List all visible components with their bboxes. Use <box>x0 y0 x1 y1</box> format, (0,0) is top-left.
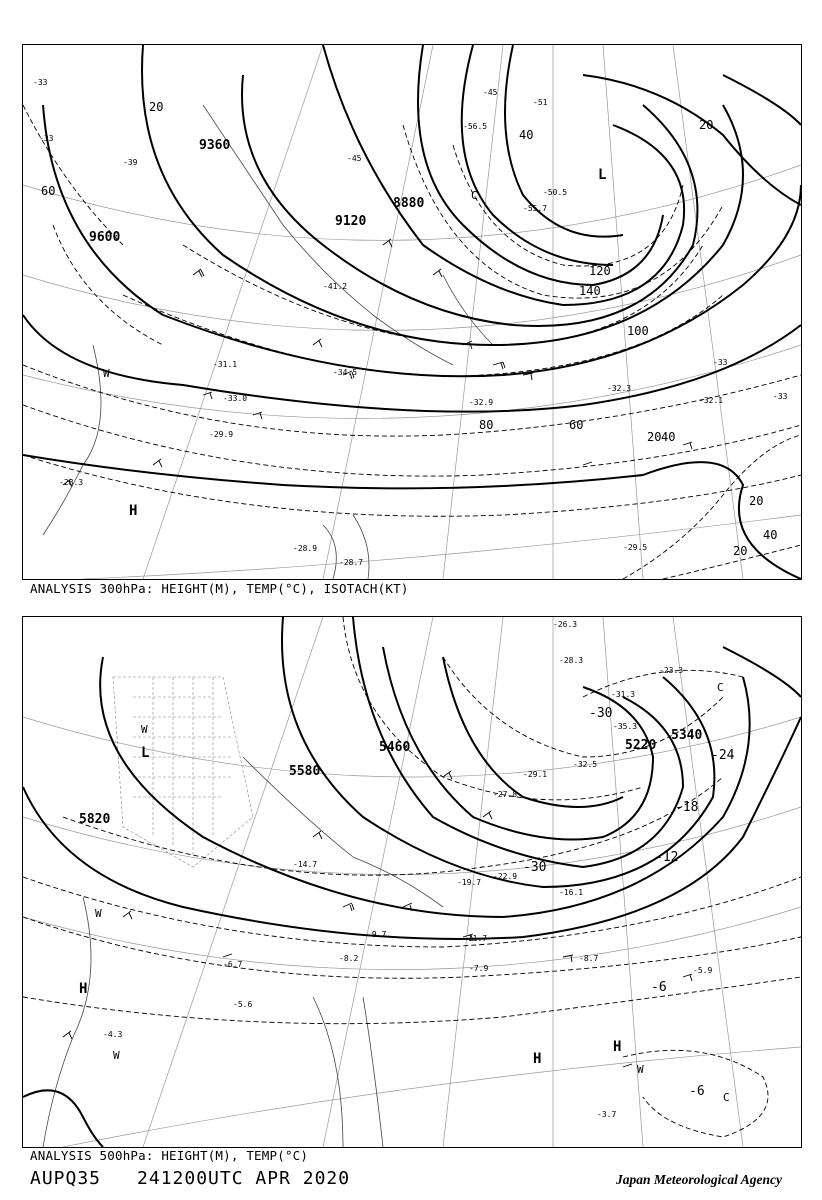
station-label: -4.3 <box>103 1030 123 1039</box>
warm-center: W <box>637 1063 644 1076</box>
station-label: -35.3 <box>613 722 638 731</box>
temp-label: -33 <box>33 78 48 87</box>
isotherm-label-minus30b: -30 <box>523 860 547 875</box>
station-label: -6.7 <box>223 960 243 969</box>
warm-center: W <box>113 1049 120 1062</box>
isotherm-label-minus12: -12 <box>655 850 679 865</box>
temp-label: -39 <box>123 158 138 167</box>
warm-center: W <box>141 723 148 736</box>
map-300hpa <box>23 45 801 579</box>
station-label: -28.3 <box>559 656 584 665</box>
temp-label: -32.3 <box>607 384 632 393</box>
station-label: -23.3 <box>659 666 684 675</box>
height-label-5460: 5460 <box>379 740 411 755</box>
cold-center: C <box>717 681 724 694</box>
isotach-label-20d: 20 <box>749 494 764 508</box>
cold-center: C <box>471 189 478 202</box>
temp-label: -33 <box>713 358 728 367</box>
temp-label: -29.5 <box>623 543 648 552</box>
high-pressure-center: H <box>129 503 138 519</box>
temp-label: -28.7 <box>339 558 364 567</box>
isotherm-label-minus30: -30 <box>589 706 613 721</box>
temp-label: -56.5 <box>463 122 488 131</box>
product-code: AUPQ35 <box>30 1168 102 1189</box>
isotach-label-60b: 60 <box>569 418 584 432</box>
coastlines <box>43 105 493 579</box>
height-label-9120: 9120 <box>335 214 367 229</box>
temp-label: -33.0 <box>223 394 248 403</box>
isotach-label-40: 40 <box>519 128 534 142</box>
station-label: -3.7 <box>597 1110 617 1119</box>
high-pressure-center: H <box>613 1039 622 1055</box>
isotherm-label-minus6b: -6 <box>689 1084 705 1099</box>
temp-label: -33 <box>773 392 788 401</box>
isotach-label-120: 120 <box>589 264 611 278</box>
isotach-label-100: 100 <box>627 324 649 338</box>
isotherm-label-minus18: -18 <box>675 800 699 815</box>
chart-identifier <box>30 1168 386 1189</box>
height-contours <box>23 617 801 1147</box>
height-label-9600: 9600 <box>89 230 121 245</box>
temp-label: -31.1 <box>213 360 238 369</box>
station-label: -8.2 <box>339 954 359 963</box>
station-label: -11.7 <box>463 934 488 943</box>
terrain-hatch <box>113 677 253 867</box>
temp-label: -50.5 <box>543 188 568 197</box>
station-label: -7.9 <box>469 964 489 973</box>
chart-300hpa <box>22 44 802 580</box>
station-label: -8.7 <box>579 954 599 963</box>
isotach-label-60: 60 <box>41 184 56 198</box>
temp-label: -34.5 <box>333 368 358 377</box>
temp-label: -32.9 <box>469 398 494 407</box>
warm-center: W <box>95 907 102 920</box>
valid-time: 241200UTC APR 2020 <box>137 1168 351 1189</box>
height-label-5220: 5220 <box>625 738 657 753</box>
wind-barbs <box>63 771 692 1067</box>
temp-label: -29.9 <box>209 430 234 439</box>
isotach-label-80: 80 <box>479 418 494 432</box>
temp-label: -41.2 <box>323 282 348 291</box>
agency-credit: Japan Meteorological Agency <box>616 1172 782 1187</box>
temp-label: -33 <box>39 134 54 143</box>
height-label-8880: 8880 <box>393 196 425 211</box>
isotach-label-140: 140 <box>579 284 601 298</box>
height-label-9360: 9360 <box>199 138 231 153</box>
low-pressure-center: L <box>598 167 607 183</box>
station-label: -26.3 <box>553 620 578 629</box>
temp-label: -45 <box>347 154 362 163</box>
warm-center: W <box>103 367 110 380</box>
station-label: -32.5 <box>573 760 598 769</box>
high-pressure-center: H <box>533 1051 542 1067</box>
isotach-label-20e: 20 <box>733 544 748 558</box>
temp-label: -28.9 <box>293 544 318 553</box>
station-label: -9.7 <box>367 930 387 939</box>
station-label: -31.3 <box>611 690 636 699</box>
isotach-label-20: 20 <box>149 100 164 114</box>
station-label: -5.9 <box>693 966 713 975</box>
station-label: -29.1 <box>523 770 548 779</box>
isotach-label-40c: 40 <box>763 528 778 542</box>
height-label-5820: 5820 <box>79 812 111 827</box>
temp-label: -55.7 <box>523 204 548 213</box>
height-label-5580: 5580 <box>289 764 321 779</box>
station-label: -27.8 <box>493 790 518 799</box>
station-label: -14.7 <box>293 860 318 869</box>
graticule <box>23 45 801 579</box>
isotach-label-40b: 40 <box>661 430 676 444</box>
cold-center: C <box>723 1091 730 1104</box>
temp-label: -28.3 <box>59 478 84 487</box>
temp-label: -51 <box>533 98 548 107</box>
map-500hpa <box>23 617 801 1147</box>
isotach-label-20c: 20 <box>699 118 714 132</box>
station-label: -16.1 <box>559 888 584 897</box>
isotherm-label-minus24: -24 <box>711 748 735 763</box>
station-label: -22.9 <box>493 872 518 881</box>
chart-500hpa <box>22 616 802 1148</box>
height-label-5340: 5340 <box>671 728 703 743</box>
isotherms <box>23 617 801 1137</box>
temp-label: -32.1 <box>699 396 724 405</box>
low-pressure-center: L <box>141 745 150 761</box>
caption-300hpa: ANALYSIS 300hPa: HEIGHT(M), TEMP(°C), ISOTACH(KT) <box>30 581 409 596</box>
isotherm-label-minus6: -6 <box>651 980 667 995</box>
isotach-label-20b: 20 <box>647 430 662 444</box>
temp-label: -45 <box>483 88 498 97</box>
high-pressure-center: H <box>79 981 88 997</box>
station-label: -5.6 <box>233 1000 253 1009</box>
station-label: -19.7 <box>457 878 482 887</box>
caption-500hpa: ANALYSIS 500hPa: HEIGHT(M), TEMP(°C) <box>30 1148 309 1163</box>
height-contours <box>23 45 801 579</box>
